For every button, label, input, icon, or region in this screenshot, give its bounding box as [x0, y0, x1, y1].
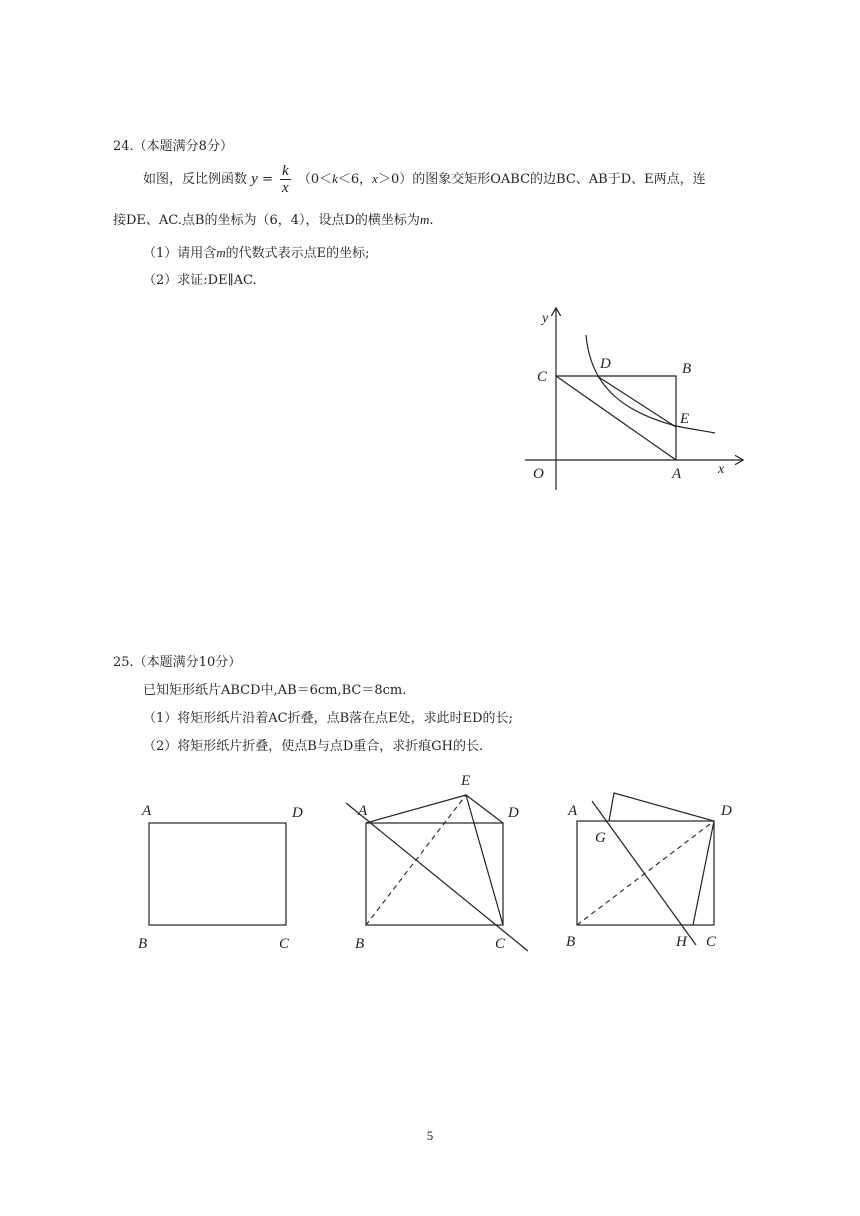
q25-figures: [130, 765, 760, 960]
fig1-label-b: B: [138, 936, 148, 952]
hyperbola-curve: [586, 335, 715, 433]
label-o: O: [533, 466, 544, 482]
q24-intro-pre: 如图，反比例函数: [143, 172, 248, 187]
fig2-dashed-be: [366, 795, 466, 925]
fig3-label-g: G: [595, 830, 606, 846]
fig3-label-d: D: [721, 803, 732, 819]
fig3-label-c: C: [706, 934, 717, 950]
q25-figure-2: [346, 773, 528, 952]
label-b: B: [682, 361, 692, 377]
q24-cond-x: x: [372, 171, 378, 186]
page-number: 5: [426, 1128, 434, 1143]
segment-de: [597, 376, 676, 427]
q24-q1-pre: （1）请用含: [143, 246, 217, 261]
q25-question-1: （1）将矩形纸片沿着AC折叠，点B落在点E处，求此时ED的长;: [143, 711, 513, 726]
q24-intro-line: [143, 163, 706, 196]
q24-y-var: y: [251, 171, 258, 187]
fig2-segment-ed: [466, 795, 503, 823]
fig2-label-e: E: [461, 773, 471, 789]
fig3-label-b: B: [566, 934, 576, 950]
label-c: C: [537, 369, 548, 385]
q24-eq: =: [261, 172, 273, 187]
q24-q1-m: m: [216, 245, 226, 260]
q24-fraction: [280, 163, 291, 196]
q24-line2-pre: 接DE、AC.点B的坐标为（6，4），设点D的横坐标为: [113, 213, 420, 228]
q24-cond-k: k: [332, 171, 338, 186]
q25-figure-1: [138, 803, 303, 952]
fig3-folded-flap: [609, 793, 714, 925]
fig3-label-a: A: [568, 803, 578, 819]
q24-intro-post: 的图象交矩形OABC的边BC、AB于D、E两点，连: [412, 172, 706, 187]
q24-question-1: [143, 244, 370, 263]
q24-cond-c: ＞0）: [377, 172, 413, 187]
fig2-label-d: D: [508, 805, 519, 821]
q25-header: 25.（本题满分10分）: [113, 655, 242, 670]
fig3-label-h: H: [676, 934, 687, 950]
q25-figure-3: [566, 793, 732, 950]
q24-header: 24.（本题满分8分）: [113, 139, 233, 154]
label-d: D: [600, 356, 611, 372]
label-e: E: [680, 411, 690, 427]
fig2-label-a: A: [358, 803, 368, 819]
label-x: x: [718, 462, 725, 477]
fig2-rectangle: [366, 823, 503, 925]
label-a: A: [672, 466, 682, 482]
q24-cond-a: （0＜: [297, 172, 333, 187]
fig3-fold-line-gh: [592, 801, 696, 945]
q24-cond-b: ＜6，: [337, 172, 373, 187]
q25-question-2: （2）将矩形纸片折叠，使点B与点D重合，求折痕GH的长.: [143, 739, 484, 754]
q24-line2: [113, 211, 433, 230]
fig1-label-d: D: [292, 805, 303, 821]
q24-frac-num: k: [282, 163, 289, 179]
q24-question-2: （2）求证:DE∥AC.: [143, 273, 257, 288]
fig2-folded-triangle: [366, 795, 503, 925]
fig2-fold-line-ac: [346, 803, 528, 951]
q24-frac-den: x: [282, 180, 289, 196]
fig1-label-c: C: [279, 936, 290, 952]
fig1-label-a: A: [142, 803, 152, 819]
q24-q1-post: 的代数式表示点E的坐标;: [225, 246, 370, 261]
label-y: y: [542, 311, 549, 326]
q24-line2-m: m: [419, 212, 430, 227]
q25-line1: 已知矩形纸片ABCD中,AB＝6cm,BC＝8cm.: [143, 683, 407, 698]
fig1-rectangle: [149, 823, 286, 925]
fig2-label-b: B: [355, 936, 365, 952]
q24-line2-end: .: [429, 213, 434, 228]
fig2-label-c: C: [495, 936, 506, 952]
q24-figure: [520, 305, 750, 490]
